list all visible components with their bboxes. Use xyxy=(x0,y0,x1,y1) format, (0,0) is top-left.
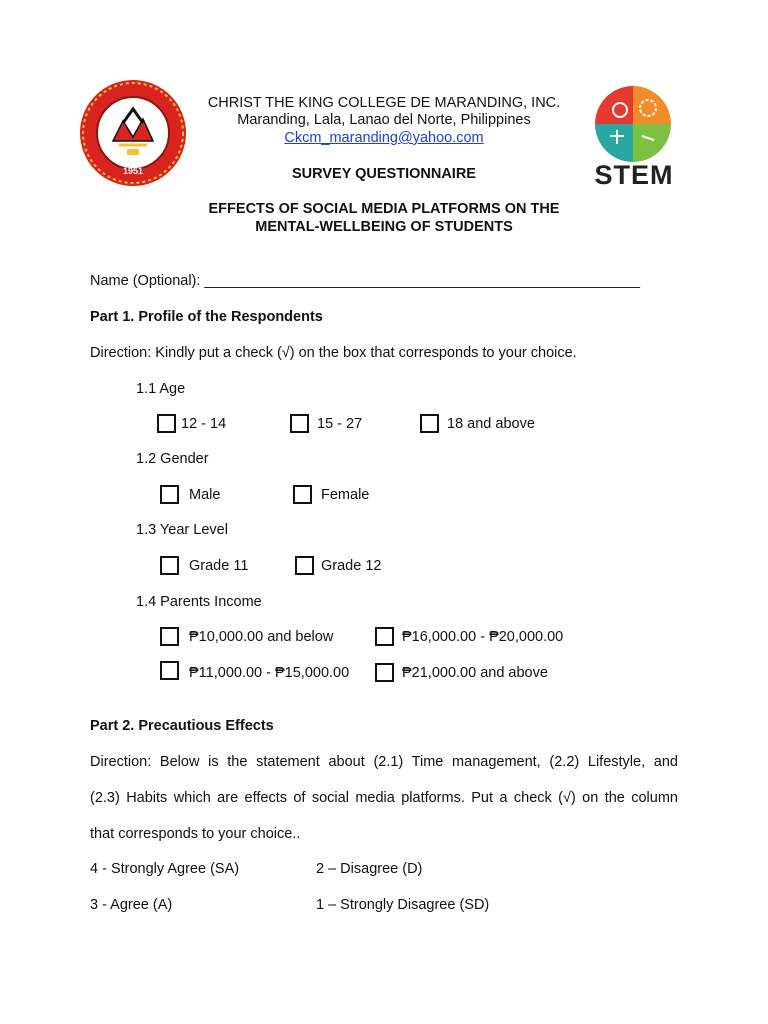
age-option-label: 18 and above xyxy=(447,416,535,432)
part1-direction: Direction: Kindly put a check (√) on the box that corresponds to your choice. xyxy=(90,345,577,361)
checkbox-income-11k-15k[interactable] xyxy=(160,661,179,680)
year-level-label: 1.3 Year Level xyxy=(136,522,228,538)
part2-direction-line1: Direction: Below is the statement about (2.1) Time management, (2.2) Lifestyle, and xyxy=(90,754,678,770)
income-label: 1.4 Parents Income xyxy=(136,594,262,610)
gender-option-label: Male xyxy=(189,487,221,503)
part2-heading: Part 2. Precautious Effects xyxy=(90,718,274,734)
age-option-label: 15 - 27 xyxy=(317,416,363,432)
scale-item: 2 – Disagree (D) xyxy=(316,861,423,877)
part2-direction-line3: that corresponds to your choice.. xyxy=(90,826,301,842)
income-option-label: ₱10,000.00 and below xyxy=(189,629,334,645)
stem-logo-text: STEM xyxy=(594,160,674,190)
checkbox-age-15-27[interactable] xyxy=(290,414,309,433)
income-option-label: ₱11,000.00 - ₱15,000.00 xyxy=(189,665,350,681)
checkbox-income-21k-above[interactable] xyxy=(375,663,394,682)
income-option-label: ₱21,000.00 and above xyxy=(402,665,548,681)
name-field-label: Name (Optional): xyxy=(90,273,205,289)
document-type: SURVEY QUESTIONNAIRE xyxy=(292,166,476,182)
school-email-link[interactable]: Ckcm_maranding@yahoo.com xyxy=(284,130,484,146)
checkbox-gender-male[interactable] xyxy=(160,485,179,504)
survey-title-line2: MENTAL-WELLBEING OF STUDENTS xyxy=(255,219,513,235)
scale-item: 3 - Agree (A) xyxy=(90,897,173,913)
year-level-option-label: Grade 11 xyxy=(189,558,249,574)
checkbox-grade-11[interactable] xyxy=(160,556,179,575)
school-address: Maranding, Lala, Lanao del Norte, Philippines xyxy=(237,112,531,128)
checkbox-age-12-14[interactable] xyxy=(157,414,176,433)
name-field-blank[interactable]: ______________________________________________________ xyxy=(204,273,640,289)
email-row xyxy=(0,129,768,147)
part2-direction-line2: (2.3) Habits which are effects of social media platforms. Put a check (√) on the column xyxy=(90,790,678,806)
checkbox-grade-12[interactable] xyxy=(295,556,314,575)
checkbox-income-10k-below[interactable] xyxy=(160,627,179,646)
scale-item: 4 - Strongly Agree (SA) xyxy=(90,861,240,877)
income-option-label: ₱16,000.00 - ₱20,000.00 xyxy=(402,629,564,645)
scale-item: 1 – Strongly Disagree (SD) xyxy=(316,897,490,913)
school-name: CHRIST THE KING COLLEGE DE MARANDING, INC. xyxy=(207,95,561,111)
age-label: 1.1 Age xyxy=(136,381,186,397)
name-field-row xyxy=(90,272,640,290)
checkbox-income-16k-20k[interactable] xyxy=(375,627,394,646)
gender-option-label: Female xyxy=(321,487,370,503)
seal-year: 1951 xyxy=(122,166,144,176)
checkbox-gender-female[interactable] xyxy=(293,485,312,504)
year-level-option-label: Grade 12 xyxy=(321,558,382,574)
part1-heading: Part 1. Profile of the Respondents xyxy=(90,309,323,325)
checkbox-age-18-above[interactable] xyxy=(420,414,439,433)
survey-title-line1: EFFECTS OF SOCIAL MEDIA PLATFORMS ON THE xyxy=(208,201,560,217)
age-option-label: 12 - 14 xyxy=(181,416,227,432)
gender-label: 1.2 Gender xyxy=(136,451,209,467)
